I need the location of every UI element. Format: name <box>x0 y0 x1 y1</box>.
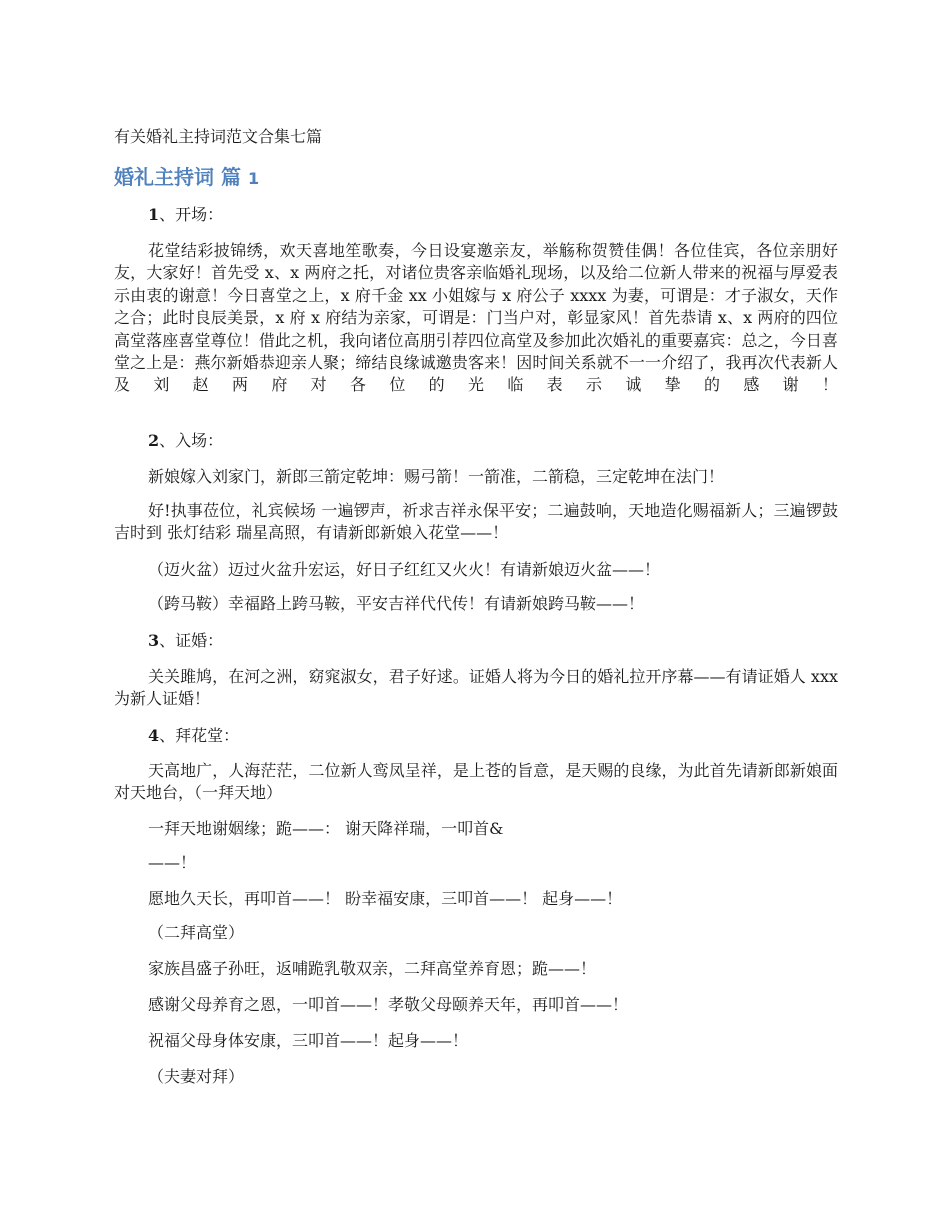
section-label: 、拜花堂： <box>159 726 240 745</box>
section-heading <box>114 162 259 194</box>
section-label-opening <box>114 204 838 226</box>
paragraph-bow-3: ——！ <box>148 853 197 872</box>
section-label-witness <box>114 630 838 652</box>
paragraph-opening: 花堂结彩披锦绣，欢天喜地笙歌奏，今日设宴邀亲友，举觞称贺赞佳偶！各位佳宾，各位亲朋好友，大家好！首先受 x、x 两府之托，对诸位贵客亲临婚礼现场，以及给二位新人带来的祝福与厚爱表示由衷的谢意！今日喜堂之上，x 府千金 xx 小姐嫁与 x 府公子 xxxx 为妻，可谓是：才子淑女，天作之合；此时良辰美景，x 府 x 府结为亲家，可谓是：门当户对，彰显家风！首先恭请 x、x 两府的四位高堂落座喜堂尊位！借此之机，我向诸位高朋引荐四位高堂及参加此次婚礼的重要嘉宾：总之，今日喜堂之上是：燕尔新婚恭迎亲人聚；缔结良缘诚邀贵客来！因时间关系就不一一介绍了，我再次代表新人及刘赵两府对各位的光临表示诚挚的感谢！ <box>114 241 838 395</box>
section-label-entrance <box>114 430 838 452</box>
paragraph-bow-6: 家族昌盛子孙旺，返哺跪乳敬双亲，二拜高堂养育恩；跪——！ <box>148 959 597 978</box>
section-label: 、开场： <box>159 205 224 224</box>
section-number: 4 <box>148 726 160 745</box>
paragraph-witness: 关关雎鸠，在河之洲，窈窕淑女，君子好逑。证婚人将为今日的婚礼拉开序幕——有请证婚人 xxx 为新人证婚！ <box>114 667 838 709</box>
document-title: 有关婚礼主持词范文合集七篇 <box>114 127 323 146</box>
section-label: 、证婚： <box>159 631 224 650</box>
paragraph-bow-4: 愿地久天长，再叩首——！ 盼幸福安康，三叩首——！ 起身——！ <box>148 889 623 908</box>
paragraph-entrance-4: （跨马鞍）幸福路上跨马鞍，平安吉祥代代传！有请新娘跨马鞍——！ <box>148 594 645 613</box>
paragraph-bow-8: 祝福父母身体安康，三叩首——！起身——！ <box>148 1031 469 1050</box>
paragraph-entrance-1: 新娘嫁入刘家门，新郎三箭定乾坤：赐弓箭！一箭准，二箭稳，三定乾坤在法门！ <box>148 467 725 486</box>
heading-number: 1 <box>247 169 260 188</box>
paragraph-entrance-3: （迈火盆）迈过火盆升宏运，好日子红红又火火！有请新娘迈火盆——！ <box>148 560 661 579</box>
heading-text: 婚礼主持词 篇 <box>114 165 241 189</box>
section-number: 3 <box>148 631 160 650</box>
paragraph-entrance-2: 好!执事莅位，礼宾候场 一遍锣声，祈求吉祥永保平安；二遍鼓响，天地造化赐福新人；三遍锣鼓吉时到 张灯结彩 瑞星高照，有请新郎新娘入花堂——！ <box>114 501 838 543</box>
section-label-bow <box>114 725 838 747</box>
paragraph-bow-5: （二拜高堂） <box>148 923 245 942</box>
paragraph-bow-9: （夫妻对拜） <box>148 1067 245 1086</box>
section-number: 2 <box>148 431 160 450</box>
section-number: 1 <box>148 205 160 224</box>
section-label: 、入场： <box>159 431 224 450</box>
paragraph-bow-2: 一拜天地谢姻缘；跪——： 谢天降祥瑞，一叩首& <box>148 819 504 838</box>
paragraph-bow-1: 天高地广，人海茫茫，二位新人鸾凤呈祥，是上苍的旨意，是天赐的良缘，为此首先请新郎新娘面对天地台，（一拜天地） <box>114 761 838 803</box>
paragraph-bow-7: 感谢父母养育之恩，一叩首——！孝敬父母颐养天年，再叩首——！ <box>148 995 629 1014</box>
